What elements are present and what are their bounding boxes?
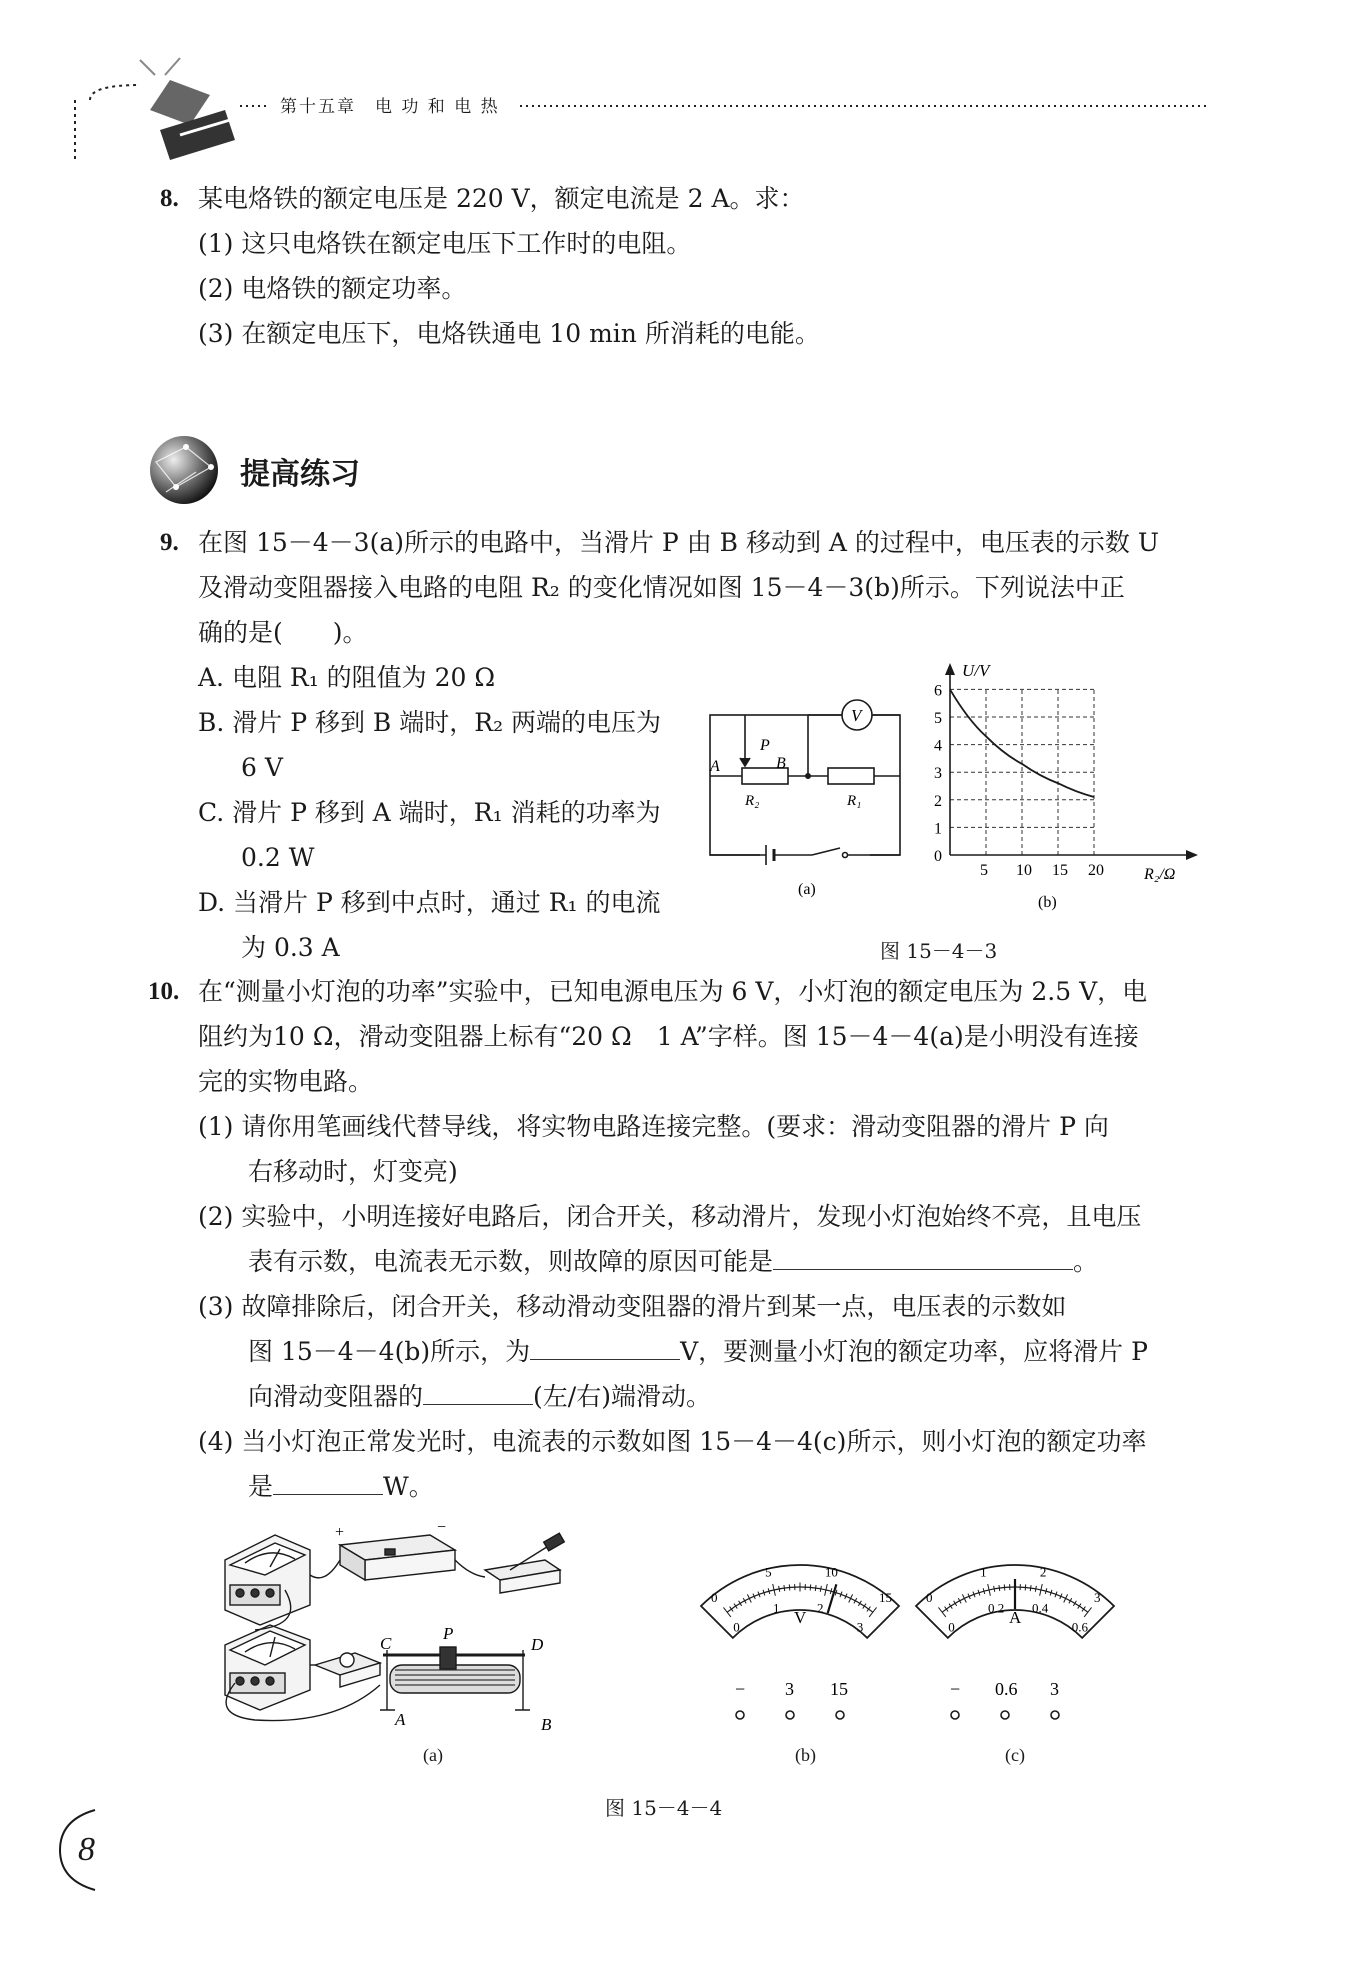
x-tick-label: 10 <box>1016 862 1032 879</box>
circuit-label-r2: R₂ <box>745 793 760 809</box>
q10-part3c-pre: 向滑动变阻器的 <box>248 1382 424 1411</box>
q8-part3: (3) 在额定电压下，电烙铁通电 10 min 所消耗的电能。 <box>198 319 820 348</box>
circuit-wire-loop <box>710 715 900 855</box>
rheostat-label-a: A <box>395 1710 406 1729</box>
dial-inner-label: 0.6 <box>1071 1619 1088 1635</box>
battery-minus-label: − <box>437 1519 447 1536</box>
section-title: 提高练习 <box>240 457 360 492</box>
circuit-meter-label: V <box>851 706 862 725</box>
y-tick-label: 5 <box>934 710 942 727</box>
y-tick-label: 2 <box>934 792 942 810</box>
q10-part3-cont2 <box>248 1381 711 1413</box>
lamp-device <box>315 1653 380 1687</box>
terminal-label: 15 <box>830 1679 848 1699</box>
q10-part2-text: 表有示数，电流表无示数，则故障的原因可能是 <box>248 1247 774 1276</box>
q10-line1: 在“测量小灯泡的功率”实验中，已知电源电压为 6 V，小灯泡的额定电压为 2.5 V，电 <box>198 977 1148 1006</box>
ammeter-device <box>225 1535 310 1625</box>
q10-part3c-post: (左/右)端滑动。 <box>533 1382 711 1411</box>
dial-inner-label: 0.4 <box>1031 1600 1049 1616</box>
terminal-label: 3 <box>785 1679 794 1699</box>
dial-inner-label: 0 <box>733 1619 740 1635</box>
q9-option-c: C. 滑片 P 移到 A 端时，R₁ 消耗的功率为 <box>198 798 661 827</box>
terminal-post <box>1051 1711 1059 1719</box>
dial-unit-label: A <box>1009 1608 1022 1627</box>
chapter-header: 第十五章 电 功 和 电 热 <box>280 97 500 117</box>
rheostat-label-b: B <box>541 1715 552 1734</box>
q8-part2: (2) 电烙铁的额定功率。 <box>198 274 467 303</box>
chapter-logo-icon <box>140 58 235 160</box>
terminal-label: − <box>735 1679 746 1699</box>
circuit-caption: (a) <box>798 881 816 898</box>
figure-b-caption: (b) <box>795 1745 816 1765</box>
page-number: 8 <box>78 1831 95 1868</box>
y-tick-label: 4 <box>934 737 942 755</box>
y-tick-label: 3 <box>934 765 942 783</box>
x-tick-label: 5 <box>980 862 988 879</box>
q9-option-a: A. 电阻 R₁ 的阻值为 20 Ω <box>198 663 496 692</box>
terminal-post <box>951 1711 959 1719</box>
answer-blank-direction[interactable] <box>423 1382 533 1405</box>
circuit-label-r1: R₁ <box>847 793 862 809</box>
x-axis-arrow <box>1186 850 1198 860</box>
q10-part2-end: 。 <box>1073 1247 1099 1276</box>
q10-part4: (4) 当小灯泡正常发光时，电流表的示数如图 15－4－4(c)所示，则小灯泡的额定功率 <box>198 1427 1147 1456</box>
apparatus-drawing[interactable] <box>215 1515 615 1745</box>
figure-15-4-3-caption: 图 15－4－3 <box>880 939 998 963</box>
y-tick-label: 1 <box>934 820 942 838</box>
voltmeter-device <box>225 1625 310 1710</box>
battery-plus-label: + <box>335 1524 345 1541</box>
q9-line3: 确的是( )。 <box>198 618 368 647</box>
dial-inner-label: 2 <box>816 1600 824 1616</box>
q10-part4-cont <box>248 1471 434 1503</box>
q10-part3-post: V，要测量小灯泡的额定功率，应将滑片 P <box>680 1337 1148 1366</box>
q10-part4-pre: 是 <box>248 1472 274 1501</box>
q10-line3: 完的实物电路。 <box>198 1067 374 1096</box>
q9-option-b: B. 滑片 P 移到 B 端时，R₂ 两端的电压为 <box>198 708 662 737</box>
figure-15-4-4-caption: 图 15－4－4 <box>605 1796 723 1820</box>
dial-tick <box>1025 1584 1026 1590</box>
q10-part1: (1) 请你用笔画线代替导线，将实物电路连接完整。(要求：滑动变阻器的滑片 P 向 <box>198 1112 1109 1141</box>
y-tick-label: 6 <box>934 682 942 700</box>
q10-part4-post: W。 <box>383 1472 434 1501</box>
q9-option-b-cont: 6 V <box>241 753 283 782</box>
q9-number: 9. <box>160 529 179 556</box>
dial-inner-label: 0 <box>948 1619 955 1635</box>
terminal-label: 3 <box>1050 1679 1059 1699</box>
rheostat-device <box>380 1647 530 1710</box>
q10-part3: (3) 故障排除后，闭合开关，移动滑动变阻器的滑片到某一点，电压表的示数如 <box>198 1292 1067 1321</box>
q8-stem: 某电烙铁的额定电压是 220 V，额定电流是 2 A。求： <box>198 184 805 213</box>
q9-option-d: D. 当滑片 P 移到中点时，通过 R₁ 的电流 <box>198 888 661 917</box>
answer-blank-voltage[interactable] <box>530 1337 680 1360</box>
q10-part2: (2) 实验中，小明连接好电路后，闭合开关，移动滑片，发现小灯泡始终不亮，且电压 <box>198 1202 1142 1231</box>
voltmeter-dial <box>690 1555 910 1735</box>
figure-c-caption: (c) <box>1005 1745 1025 1765</box>
y-axis-arrow <box>945 663 955 675</box>
dial-outer-label: 15 <box>878 1590 892 1606</box>
graph-caption: (b) <box>1038 894 1057 911</box>
q9-line2: 及滑动变阻器接入电路的电阻 R₂ 的变化情况如图 15－4－3(b)所示。下列说法中正 <box>198 573 1125 602</box>
circuit-diagram <box>700 680 910 900</box>
dial-inner-label: 0.2 <box>988 1600 1005 1616</box>
y-tick-label: 0 <box>934 848 942 865</box>
q10-line2: 阻约为10 Ω，滑动变阻器上标有“20 Ω 1 A”字样。图 15－4－4(a)是小明没有连接 <box>198 1022 1139 1051</box>
graph-ylabel: U/V <box>962 661 990 680</box>
dial-outer-label: 0 <box>926 1590 933 1606</box>
q9-line1: 在图 15－4－3(a)所示的电路中，当滑片 P 由 B 移动到 A 的过程中，电压表的示数 U <box>198 528 1159 557</box>
q10-part1-cont: 右移动时，灯变亮) <box>248 1157 458 1186</box>
x-tick-label: 15 <box>1052 862 1068 879</box>
q10-part3-pre: 图 15－4－4(b)所示，为 <box>248 1337 531 1366</box>
q8-part1: (1) 这只电烙铁在额定电压下工作时的电阻。 <box>198 229 692 258</box>
q9-option-c-cont: 0.2 W <box>241 843 315 872</box>
q10-number: 10. <box>148 978 180 1005</box>
q10-part2-cont <box>248 1246 1098 1278</box>
dial-tick <box>789 1584 790 1590</box>
answer-blank-fault-reason[interactable] <box>773 1247 1073 1270</box>
terminal-label: − <box>950 1679 961 1699</box>
dial-tick <box>810 1584 811 1590</box>
terminal-label: 0.6 <box>995 1679 1018 1699</box>
dial-tick <box>1004 1584 1005 1590</box>
globe-icon <box>146 432 222 508</box>
terminal-post <box>736 1711 744 1719</box>
terminal-post <box>836 1711 844 1719</box>
dial-outer-label: 10 <box>824 1564 838 1580</box>
dial-outer-label: 5 <box>765 1564 772 1580</box>
dial-inner-label: 3 <box>856 1619 864 1635</box>
answer-blank-power[interactable] <box>273 1472 383 1495</box>
rheostat-label-c: C <box>380 1634 392 1653</box>
graph-xlabel: R₂/Ω <box>1144 866 1176 883</box>
dial-outer-label: 1 <box>980 1564 987 1580</box>
figure-a-caption: (a) <box>423 1745 443 1765</box>
ammeter-dial <box>905 1555 1125 1735</box>
dial-outer-label: 2 <box>1039 1564 1047 1580</box>
rheostat-label-d: D <box>531 1635 544 1654</box>
dial-outer-label: 0 <box>711 1590 718 1606</box>
dial-inner-label: 1 <box>773 1600 780 1616</box>
dial-unit-label: V <box>794 1608 807 1627</box>
circuit-label-a: A <box>710 758 720 775</box>
resistor-r1 <box>828 768 874 784</box>
switch-device <box>485 1533 564 1593</box>
x-tick-label: 20 <box>1088 862 1104 879</box>
header-decoration <box>60 40 1260 160</box>
rheostat-label-p: P <box>443 1624 454 1643</box>
circuit-label-p: P <box>760 737 770 754</box>
u-r2-graph <box>920 655 1200 925</box>
q9-option-d-cont: 为 0.3 A <box>241 933 340 962</box>
circuit-label-b: B <box>776 755 786 772</box>
battery-box <box>340 1535 455 1580</box>
terminal-post <box>786 1711 794 1719</box>
terminal-post <box>1001 1711 1009 1719</box>
dial-outer-label: 3 <box>1093 1590 1101 1606</box>
q8-number: 8. <box>160 185 179 212</box>
q10-part3-cont <box>248 1336 1148 1368</box>
